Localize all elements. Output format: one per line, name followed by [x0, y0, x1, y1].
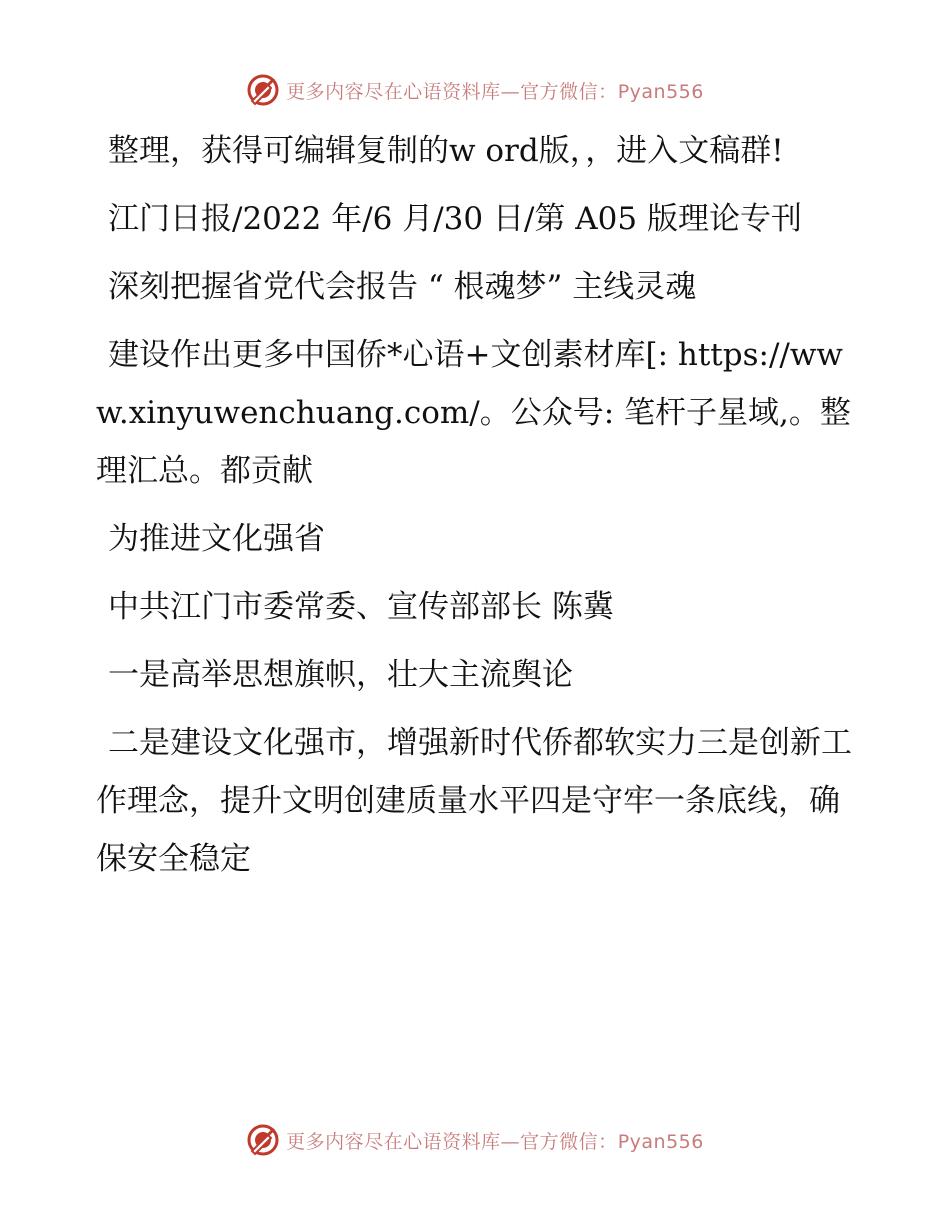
- paragraph-points-2-4: 二是建设文化强市，增强新时代侨都软实力三是创新工作理念，提升文明创建质量水平四是守牢一条底线，确保安全稳定: [96, 725, 852, 877]
- header-watermark: [0, 70, 950, 110]
- footer-watermark: [0, 1120, 950, 1160]
- watermark-text: 更多内容尽在心语资料库—官方微信：Pyan556: [286, 1130, 704, 1153]
- paragraph-point-1: 一是高举思想旗帜，壮大主流舆论: [108, 657, 573, 693]
- watermark-text: 更多内容尽在心语资料库—官方微信：Pyan556: [286, 80, 704, 103]
- pen-logo-icon: [246, 73, 280, 107]
- paragraph-title: 深刻把握省党代会报告 “ 根魂梦” 主线灵魂: [108, 269, 697, 305]
- document-body: [96, 122, 856, 898]
- paragraph-author: 中共江门市委常委、宣传部部长 陈冀: [108, 589, 614, 625]
- paragraph-intro: 整理，获得可编辑复制的w ord版，，进入文稿群!: [108, 133, 784, 169]
- paragraph-source: 江门日报/2022 年/6 月/30 日/第 A05 版理论专刊: [108, 201, 802, 237]
- paragraph-subtitle: 建设作出更多中国侨*心语+文创素材库[: https://www.xinyuwenchuang.com/。公众号: 笔杆子星域,。整理汇总。都贡献: [96, 337, 851, 489]
- pen-logo-icon: [246, 1123, 280, 1157]
- paragraph-subtitle-2: 为推进文化强省: [108, 521, 325, 557]
